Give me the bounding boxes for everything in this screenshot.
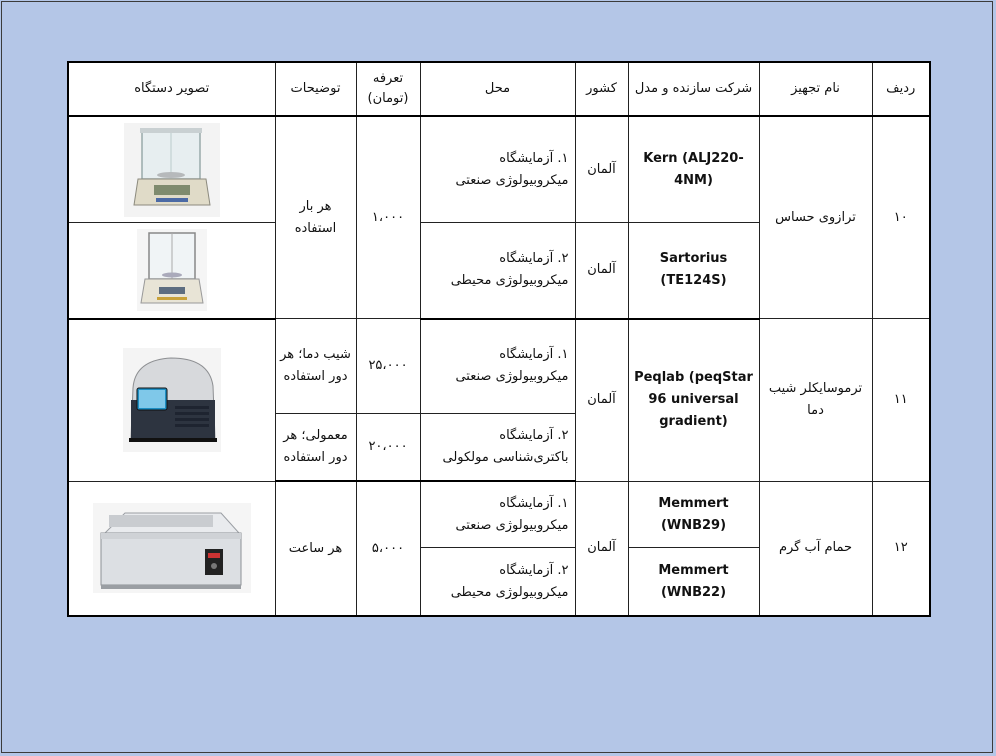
price-cell: ۵،۰۰۰ [356, 481, 420, 616]
image-cell [68, 223, 275, 319]
location-cell [420, 548, 575, 616]
location-cell [420, 413, 575, 481]
maker-model: Peqlab (peqStar 96 universal gradient) [628, 319, 759, 482]
notes-cell: هر بار استفاده [275, 116, 356, 319]
location-line: میکروبیولوژی صنعتی [455, 369, 569, 385]
header-equipment-name: نام تجهیز [759, 62, 872, 116]
country-cell: آلمان [575, 116, 628, 222]
location-line: ۲. آزمایشگاه [499, 428, 569, 444]
image-cell [68, 116, 275, 222]
table-row [68, 319, 930, 413]
equipment-name: حمام آب گرم [759, 481, 872, 616]
notes-cell: شیب دما؛ هر دور استفاده [275, 319, 356, 413]
row-number: ۱۱ [872, 319, 930, 482]
location-line: ۲. آزمایشگاه [499, 562, 569, 578]
maker-model: Kern (ALJ220-4NM) [628, 116, 759, 222]
country-cell: آلمان [575, 319, 628, 482]
water-bath-icon [93, 503, 251, 593]
notes-cell: معمولی؛ هر دور استفاده [275, 413, 356, 481]
analytical-balance-icon [137, 229, 207, 311]
country-cell: آلمان [575, 223, 628, 319]
country-cell: آلمان [575, 481, 628, 616]
equipment-name: ترموسایکلر شیب دما [759, 319, 872, 482]
location-line: ۲. آزمایشگاه [499, 251, 569, 267]
table-row [68, 481, 930, 547]
header-row [68, 62, 930, 116]
maker-model: Sartorius (TE124S) [628, 223, 759, 319]
row-number: ۱۲ [872, 481, 930, 616]
maker-model: Memmert (WNB22) [628, 548, 759, 616]
location-cell [420, 223, 575, 319]
notes-cell: هر ساعت [275, 481, 356, 616]
header-maker-model: شرکت سازنده و مدل [628, 62, 759, 116]
location-cell [420, 481, 575, 547]
header-row-number: ردیف [872, 62, 930, 116]
price-cell: ۱،۰۰۰ [356, 116, 420, 319]
image-cell [68, 481, 275, 616]
row-number: ۱۰ [872, 116, 930, 319]
image-cell [68, 319, 275, 482]
location-cell [420, 116, 575, 222]
location-line: ۱. آزمایشگاه [499, 347, 569, 363]
location-line: باکتری‌شناسی مولکولی [442, 450, 569, 466]
header-image: تصویر دستگاه [68, 62, 275, 116]
thermocycler-icon [123, 348, 221, 452]
header-country: کشور [575, 62, 628, 116]
header-price: تعرفه (تومان) [356, 62, 420, 116]
equipment-name: ترازوی حساس [759, 116, 872, 319]
location-line: میکروبیولوژی صنعتی [455, 517, 569, 533]
location-line: ۱. آزمایشگاه [499, 150, 569, 166]
price-cell: ۲۰،۰۰۰ [356, 413, 420, 481]
location-line: میکروبیولوژی محیطی [450, 273, 569, 289]
analytical-balance-icon [124, 123, 220, 217]
price-cell: ۲۵،۰۰۰ [356, 319, 420, 413]
table-row [68, 116, 930, 222]
location-line: میکروبیولوژی محیطی [450, 584, 569, 600]
location-line: ۱. آزمایشگاه [499, 495, 569, 511]
header-location: محل [420, 62, 575, 116]
equipment-table [67, 61, 931, 617]
location-cell [420, 319, 575, 413]
header-notes: توضیحات [275, 62, 356, 116]
maker-model: Memmert (WNB29) [628, 481, 759, 547]
location-line: میکروبیولوژی صنعتی [455, 172, 569, 188]
